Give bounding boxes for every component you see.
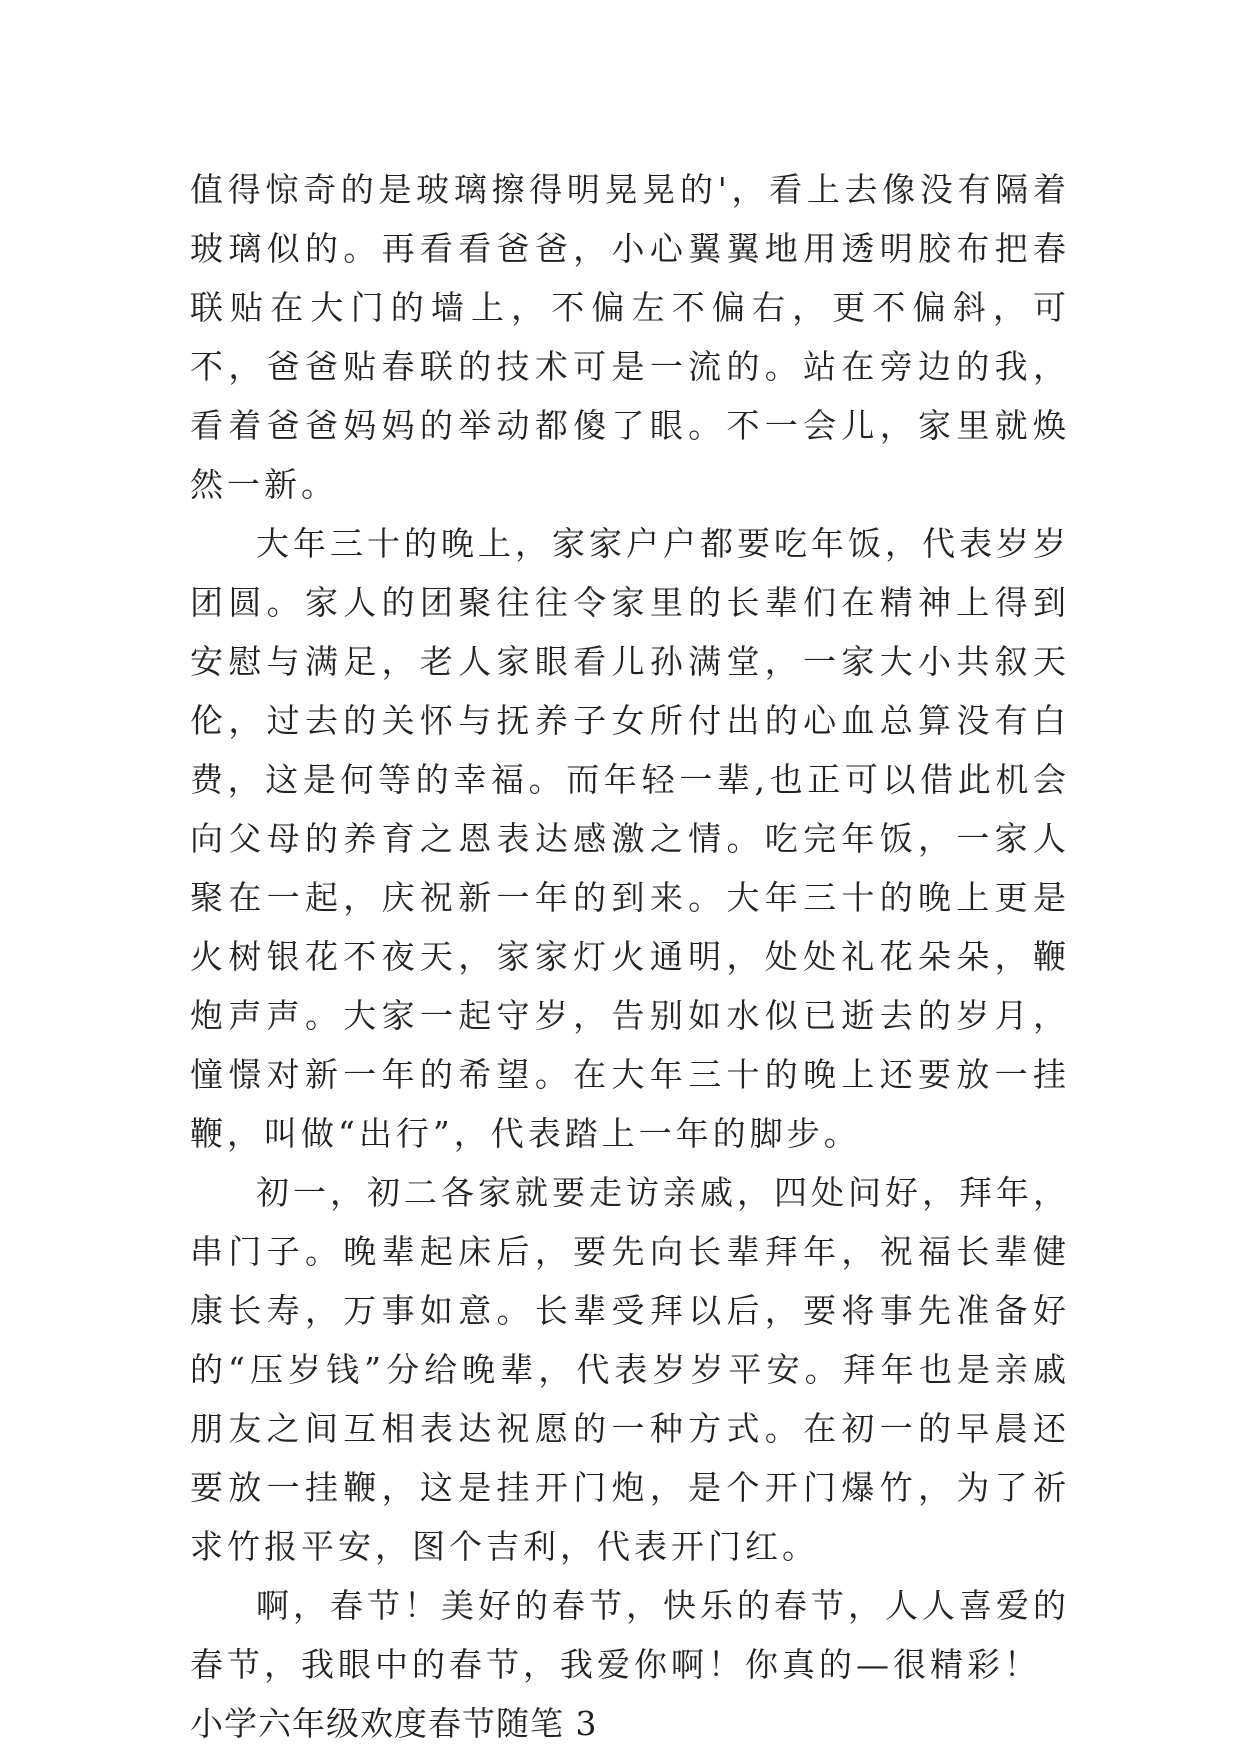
paragraph-2: 大年三十的晚上，家家户户都要吃年饭，代表岁岁团圆。家人的团聚往往令家里的长辈们在精神上得到安慰与满足，老人家眼看儿孙满堂，一家大小共叙天伦，过去的关怀与抚养子女所付出的心血总算没有白费，这是何等的幸福。而年轻一辈,也正可以借此机会向父母的养育之恩表达感激之情。吃完年饭，一家人聚在一起，庆祝新一年的到来。大年三十的晚上更是火树银花不夜天，家家灯火通明，处处礼花朵朵，鞭炮声声。大家一起守岁，告别如水似已逝去的岁月，憧憬对新一年的希望。在大年三十的晚上还要放一挂鞭，叫做“出行”，代表踏上一年的脚步。 [190,524,1070,1153]
section-heading: 小学六年级欢度春节随笔 3 [190,1704,598,1743]
document-body [190,160,1070,1753]
paragraph-3: 初一，初二各家就要走访亲戚，四处问好，拜年，串门子。晚辈起床后，要先向长辈拜年，祝福长辈健康长寿，万事如意。长辈受拜以后，要将事先准备好的“压岁钱”分给晚辈，代表岁岁平安。拜年也是亲戚朋友之间互相表达祝愿的一种方式。在初一的早晨还要放一挂鞭，这是挂开门炮，是个开门爆竹，为了祈求竹报平安，图个吉利，代表开门红。 [190,1173,1070,1566]
paragraph-1: 值得惊奇的是玻璃擦得明晃晃的'，看上去像没有隔着玻璃似的。再看看爸爸，小心翼翼地用透明胶布把春联贴在大门的墙上，不偏左不偏右，更不偏斜，可不，爸爸贴春联的技术可是一流的。站在旁边的我，看着爸爸妈妈的举动都傻了眼。不一会儿，家里就焕然一新。 [190,170,1070,504]
paragraph-4: 啊，春节！美好的春节，快乐的春节，人人喜爱的春节，我眼中的春节，我爱你啊！你真的—很精彩！ [190,1586,1070,1684]
